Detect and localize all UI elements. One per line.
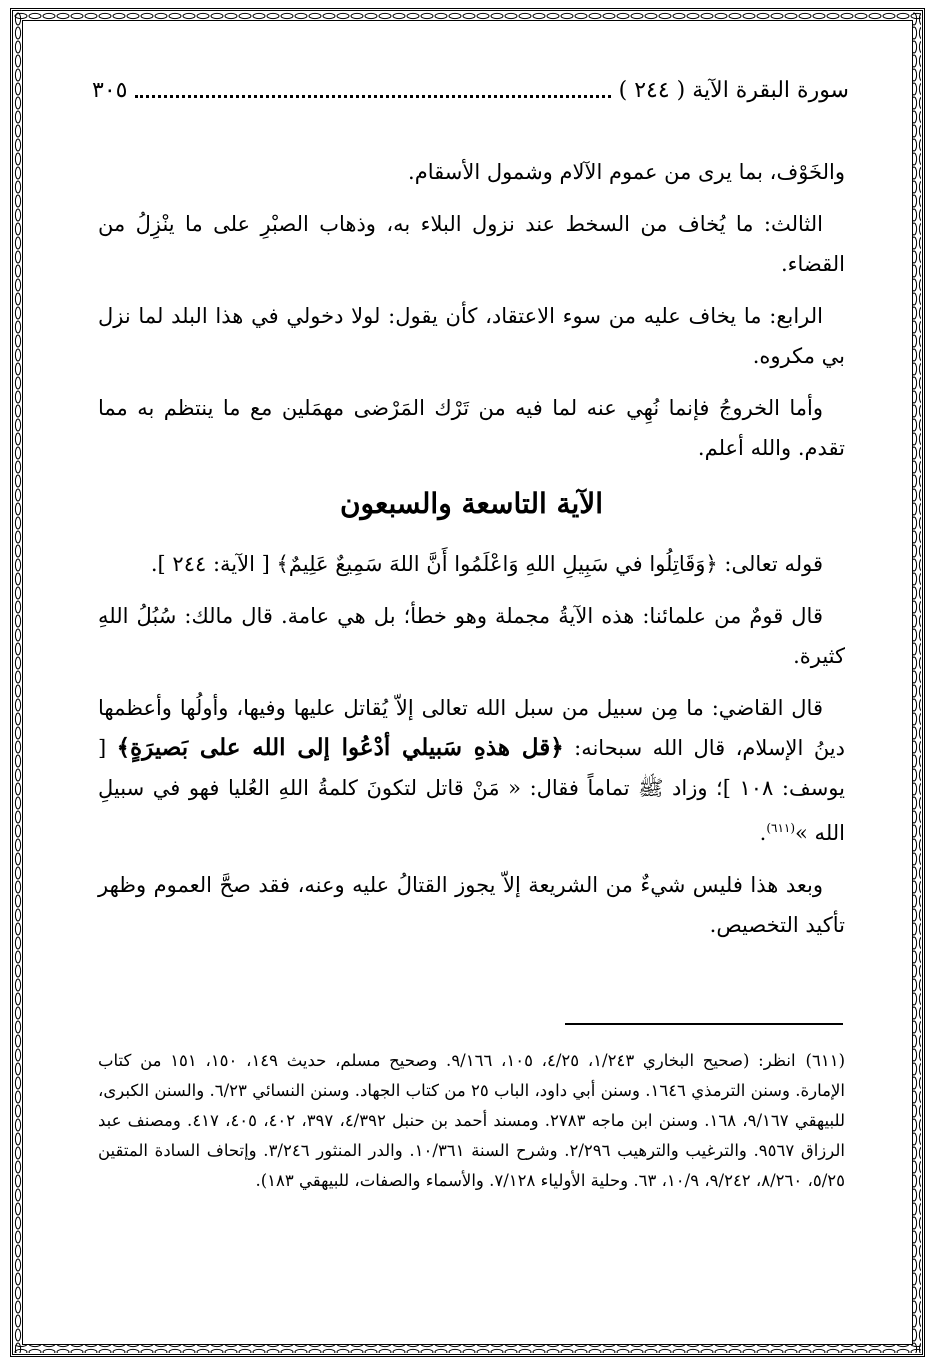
section-heading: الآية التاسعة والسبعون — [339, 487, 604, 520]
header-title: سورة البقرة الآية ( ٢٤٤ ) — [618, 77, 849, 103]
footnote — [98, 1046, 845, 1196]
running-header — [92, 70, 849, 110]
verse-reference: [ الآية: ٢٤٤ ]. — [150, 552, 277, 576]
paragraph-6 — [98, 688, 845, 853]
paragraph-6-end: . — [759, 821, 767, 845]
page-number: ٣٠٥ — [92, 77, 128, 103]
footnote-separator — [565, 1023, 843, 1025]
main-text — [98, 152, 845, 957]
paragraph-6-part1: قال القاضي: ما مِن سبيل من سبل الله تعالى إلاّ يُقاتل عليها وفيها، وأولُها وأعظمها دينُ الإسلام، قال الله سبحانه: — [98, 696, 845, 760]
verse-intro: قوله تعالى: — [717, 552, 823, 576]
bold-verse: ﴿قل هذهِ سَبيلي أدْعُوا إلى الله على بَصيرَةٍ﴾ — [116, 734, 564, 761]
quran-verse: ﴿وَقَاتِلُوا في سَبِيلِ اللهِ وَاعْلَمُوا أَنَّ اللهَ سَمِيعٌ عَلِيمٌ﴾ — [276, 552, 718, 576]
paragraph-1: والخَوْف، بما يرى من عموم الآلام وشمول الأسقام. — [408, 160, 845, 184]
paragraph-7: وبعد هذا فليس شيءٌ من الشريعة إلاّ يجوز القتالُ عليه وعنه، فقد صحَّ العموم وظهر تأكيد التخصيص. — [98, 873, 845, 937]
footnote-reference: (٦١١) — [766, 821, 796, 835]
verse-paragraph — [98, 544, 845, 584]
footnote-text: انظر: (صحيح البخاري ١/٢٤٣، ٤/٢٥، ١٠٥، ٩/١٦٦. وصحيح مسلم، حديث ١٤٩، ١٥٠، ١٥١ من كتاب الإمارة. وسنن الترمذي ١٦٤٦. وسنن أبي داود، الباب ٢٥ من كتاب الجهاد. وسنن النسائي ٦/٢٣. والسنن الكبرى، للبيهقي ٩/١٦٧، ١٦٨. وسنن ابن ماجه ٢٧٨٣. ومسند أحمد بن حنبل ٤/٣٩٢، ٣٩٧، ٤٠٢، ٤٠٥، ٤١٧. ومصنف عبد الرزاق ٩٥٦٧. والترغيب والترهيب ٢/٢٩٦. وشرح السنة ١٠/٣٦١. والدر المنثور ٣/٢٤٦. وإتحاف السادة المتقين ٥/٢٥، ٨/٢٦٠، ٩/٢٤٢، ١٠/٩، ٦٣. وحلية الأولياء ٧/١٢٨. والأسماء والصفات، للبيهقي ١٨٣). — [98, 1051, 845, 1190]
header-leader-dots — [135, 83, 610, 98]
footnote-number: (٦١١) — [805, 1051, 845, 1070]
paragraph-3: الرابع: ما يخاف عليه من سوء الاعتقاد، كأن يقول: لولا دخولي في هذا البلد لما نزل بي مكروه. — [98, 304, 845, 368]
paragraph-2: الثالث: ما يُخاف من السخط عند نزول البلاء به، وذهاب الصبْرِ على ما ينْزِلُ من القضاء. — [98, 212, 845, 276]
paragraph-6-part2: [ يوسف: ١٠٨ ]؛ وزاد ﷺ تماماً فقال: « مَنْ قاتل لتكونَ كلمةُ اللهِ العُليا فهو في سبيلِ الله » — [98, 736, 845, 845]
paragraph-5: قال قومٌ من علمائنا: هذه الآيةُ مجملة وهو خطأ؛ بل هي عامة. قال مالك: سُبُلُ اللهِ كثيرة. — [98, 604, 845, 668]
paragraph-4: وأما الخروجُ فإنما نُهِي عنه لما فيه من تَرْك المَرْضى مهمَلين مع ما ينتظم به مما تقدم. والله أعلم. — [98, 396, 845, 460]
